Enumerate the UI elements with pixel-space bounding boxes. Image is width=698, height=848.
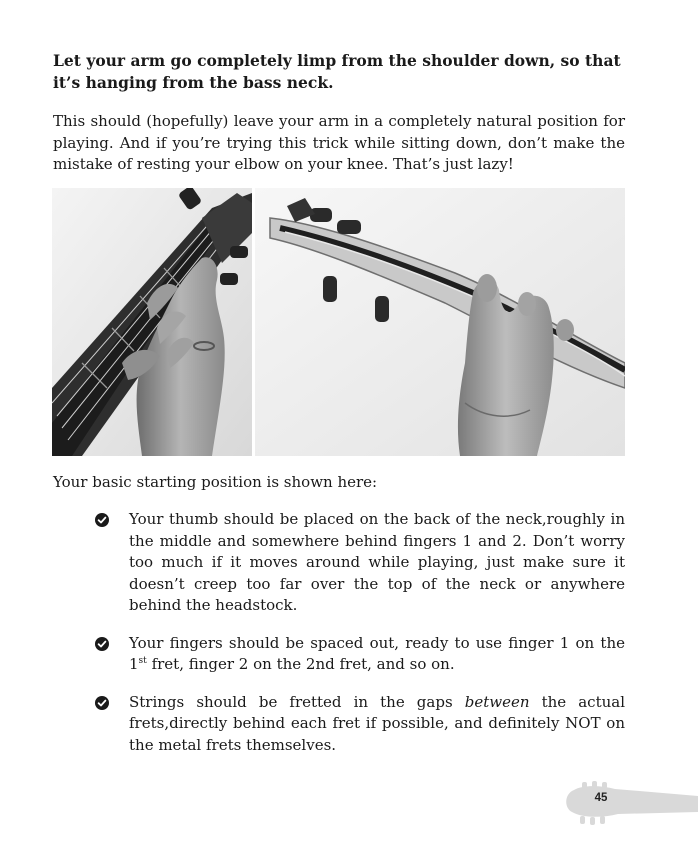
ordinal-superscript: st <box>138 656 147 666</box>
tip-finger-text-end: fret, finger 2 on the 2nd fret, and so on. <box>146 655 455 673</box>
tip-fretting-text-end: the actual frets,directly behind each fret if possible, and definitely NOT on the metal frets themselves. <box>129 692 625 754</box>
check-circle-icon <box>95 696 109 710</box>
check-circle-icon <box>95 637 109 651</box>
tips-list <box>95 509 625 756</box>
photo-thumb-position-back <box>255 188 625 456</box>
photo-fretting-hand-front <box>52 188 252 456</box>
tip-thumb-text: Your thumb should be placed on the back of the neck,roughly in the middle and somewhere behind fingers 1 and 2. Don’t worry too much if it moves around while playing, just make sure it doesn’t creep too far over the top of the neck or anywhere behind the headstock. <box>129 510 625 614</box>
check-circle-icon <box>95 513 109 527</box>
starting-position-intro: Your basic starting position is shown here: <box>53 473 378 491</box>
lead-instruction: Let your arm go completely limp from the shoulder down, so that it’s hanging from the bass neck. <box>53 51 621 92</box>
explanation-paragraph: This should (hopefully) leave your arm in a completely natural position for playing. And if you’re trying this trick while sitting down, don’t make the mistake of resting your elbow on your knee. That’s just lazy! <box>53 112 625 173</box>
tip-thumb-placement <box>95 509 625 617</box>
tip-finger-spacing <box>95 633 625 676</box>
emphasis-between: between <box>464 692 530 711</box>
tip-finger-text-start: Your fingers should be spaced out, ready to use finger 1 on the 1 <box>129 633 625 673</box>
page-number: 45 <box>594 792 608 804</box>
tip-fretting-gaps <box>95 692 625 757</box>
tip-fretting-text-start: Strings should be fretted in the gaps <box>129 692 465 711</box>
bass-headstock-icon <box>560 780 698 826</box>
